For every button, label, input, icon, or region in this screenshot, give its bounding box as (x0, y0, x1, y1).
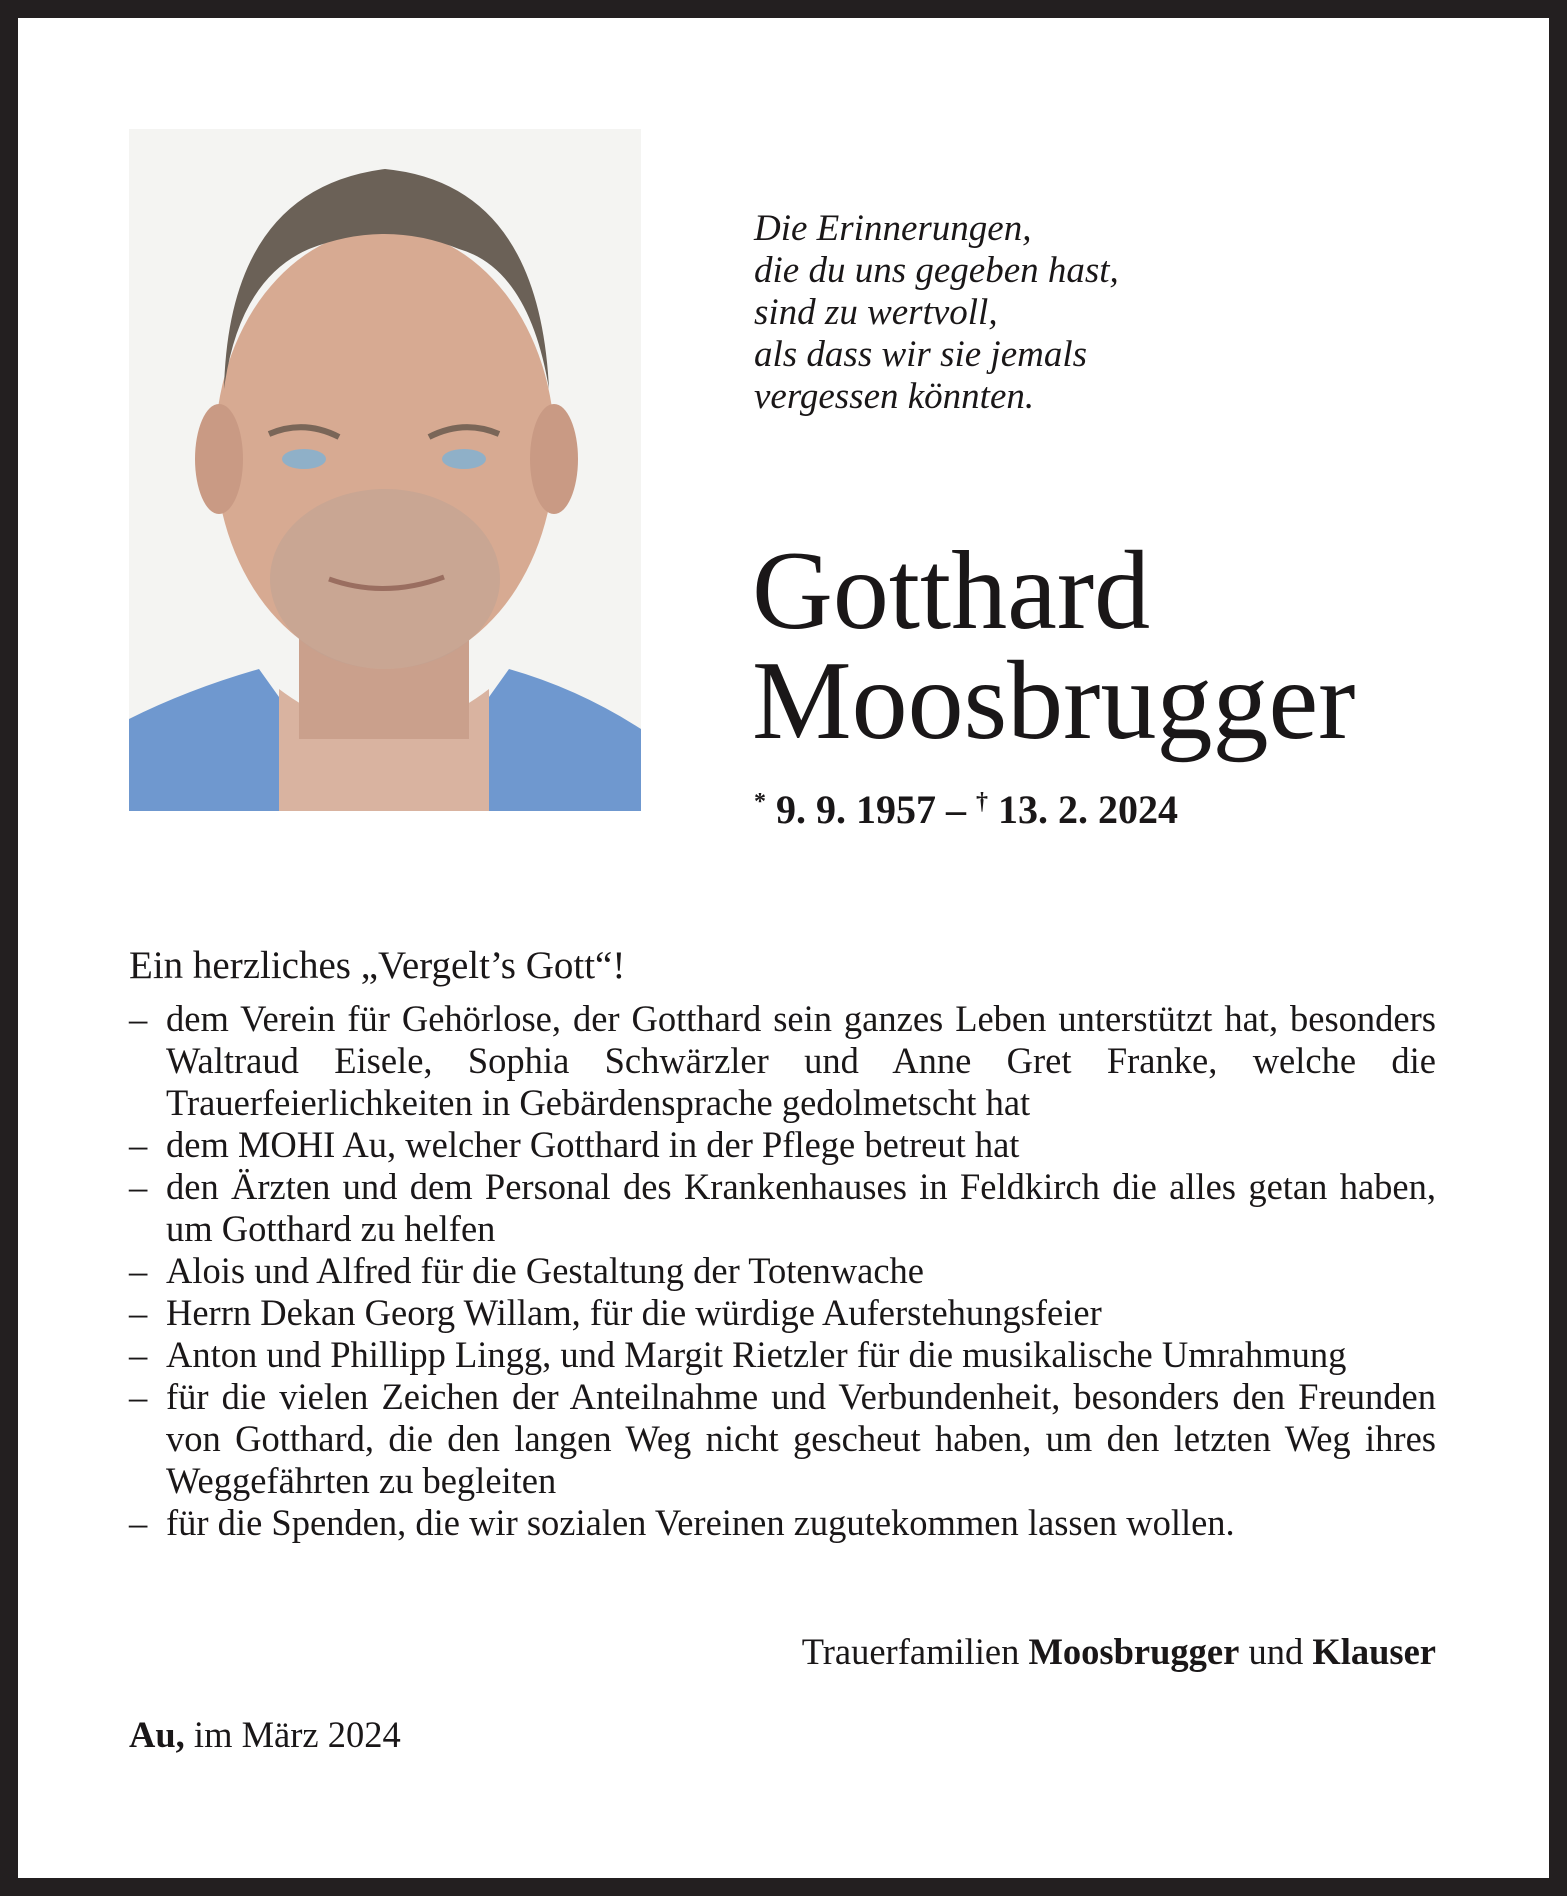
last-name: Moosbrugger (752, 639, 1356, 763)
birth-date: 9. 9. 1957 (776, 787, 936, 832)
place-date (129, 1713, 401, 1756)
quote-line: vergessen könnten. (754, 376, 1035, 417)
thanks-list (129, 998, 1436, 1544)
quote-line: sind zu wertvoll, (754, 292, 998, 333)
dash-bullet: – (129, 1334, 148, 1375)
family-name: Moosbrugger (1028, 1631, 1240, 1672)
list-item: – den Ärzten und dem Personal des Krankenhauses in Feldkirch die alles getan haben, um Gotthard zu helfen (129, 1166, 1436, 1249)
death-cross-icon: † (976, 789, 988, 815)
list-item: – für die vielen Zeichen der Anteilnahme und Verbundenheit, besonders den Freunden von Gotthard, die den langen Weg nicht gescheut haben, um den letzten Weg ihres Weggefährten zu begleiten (129, 1376, 1436, 1501)
list-item: – Herrn Dekan Georg Willam, für die würdige Auferstehungsfeier (129, 1292, 1102, 1333)
dash-bullet: – (129, 1166, 148, 1207)
birth-star-icon: * (754, 789, 766, 815)
list-item: – Alois und Alfred für die Gestaltung der Totenwache (129, 1250, 924, 1291)
date-separator: – (936, 787, 976, 832)
family-name: Klauser (1312, 1631, 1436, 1672)
life-dates (754, 786, 1178, 833)
family-signature: Trauerfamilien Moosbrugger und Klauser (801, 1631, 1436, 1672)
quote-line: Die Erinnerungen, (754, 208, 1032, 249)
list-item: – dem MOHI Au, welcher Gotthard in der Pflege betreut hat (129, 1124, 1020, 1165)
list-item: – dem Verein für Gehörlose, der Gotthard sein ganzes Leben unterstützt hat, besonders Waltraud Eisele, Sophia Schwärzler und Anne Gret Franke, welche die Trauerfeierlichkeiten in Gebärdensprache gedolmetscht hat (129, 998, 1436, 1123)
memorial-quote (754, 208, 1119, 418)
dash-bullet: – (129, 1124, 148, 1165)
list-item: – Anton und Phillipp Lingg, und Margit Rietzler für die musikalische Umrahmung (129, 1334, 1347, 1375)
date: im März 2024 (184, 1714, 401, 1755)
quote-line: als dass wir sie jemals (754, 334, 1088, 375)
thanks-heading: Ein herzliches „Vergelt’s Gott“! (129, 944, 626, 987)
dash-bullet: – (129, 1376, 148, 1417)
quote-line: die du uns gegeben hast, (754, 250, 1119, 291)
dash-bullet: – (129, 998, 148, 1039)
deceased-name (752, 529, 1356, 763)
dash-bullet: – (129, 1292, 148, 1333)
death-date: 13. 2. 2024 (998, 787, 1178, 832)
list-item: – für die Spenden, die wir sozialen Vereinen zugutekommen lassen wollen. (129, 1502, 1235, 1543)
dash-bullet: – (129, 1250, 148, 1291)
obituary-page (18, 18, 1549, 1878)
dash-bullet: – (129, 1502, 148, 1543)
portrait-photo (129, 129, 641, 811)
place: Au, (129, 1714, 185, 1755)
first-name: Gotthard (752, 529, 1151, 653)
